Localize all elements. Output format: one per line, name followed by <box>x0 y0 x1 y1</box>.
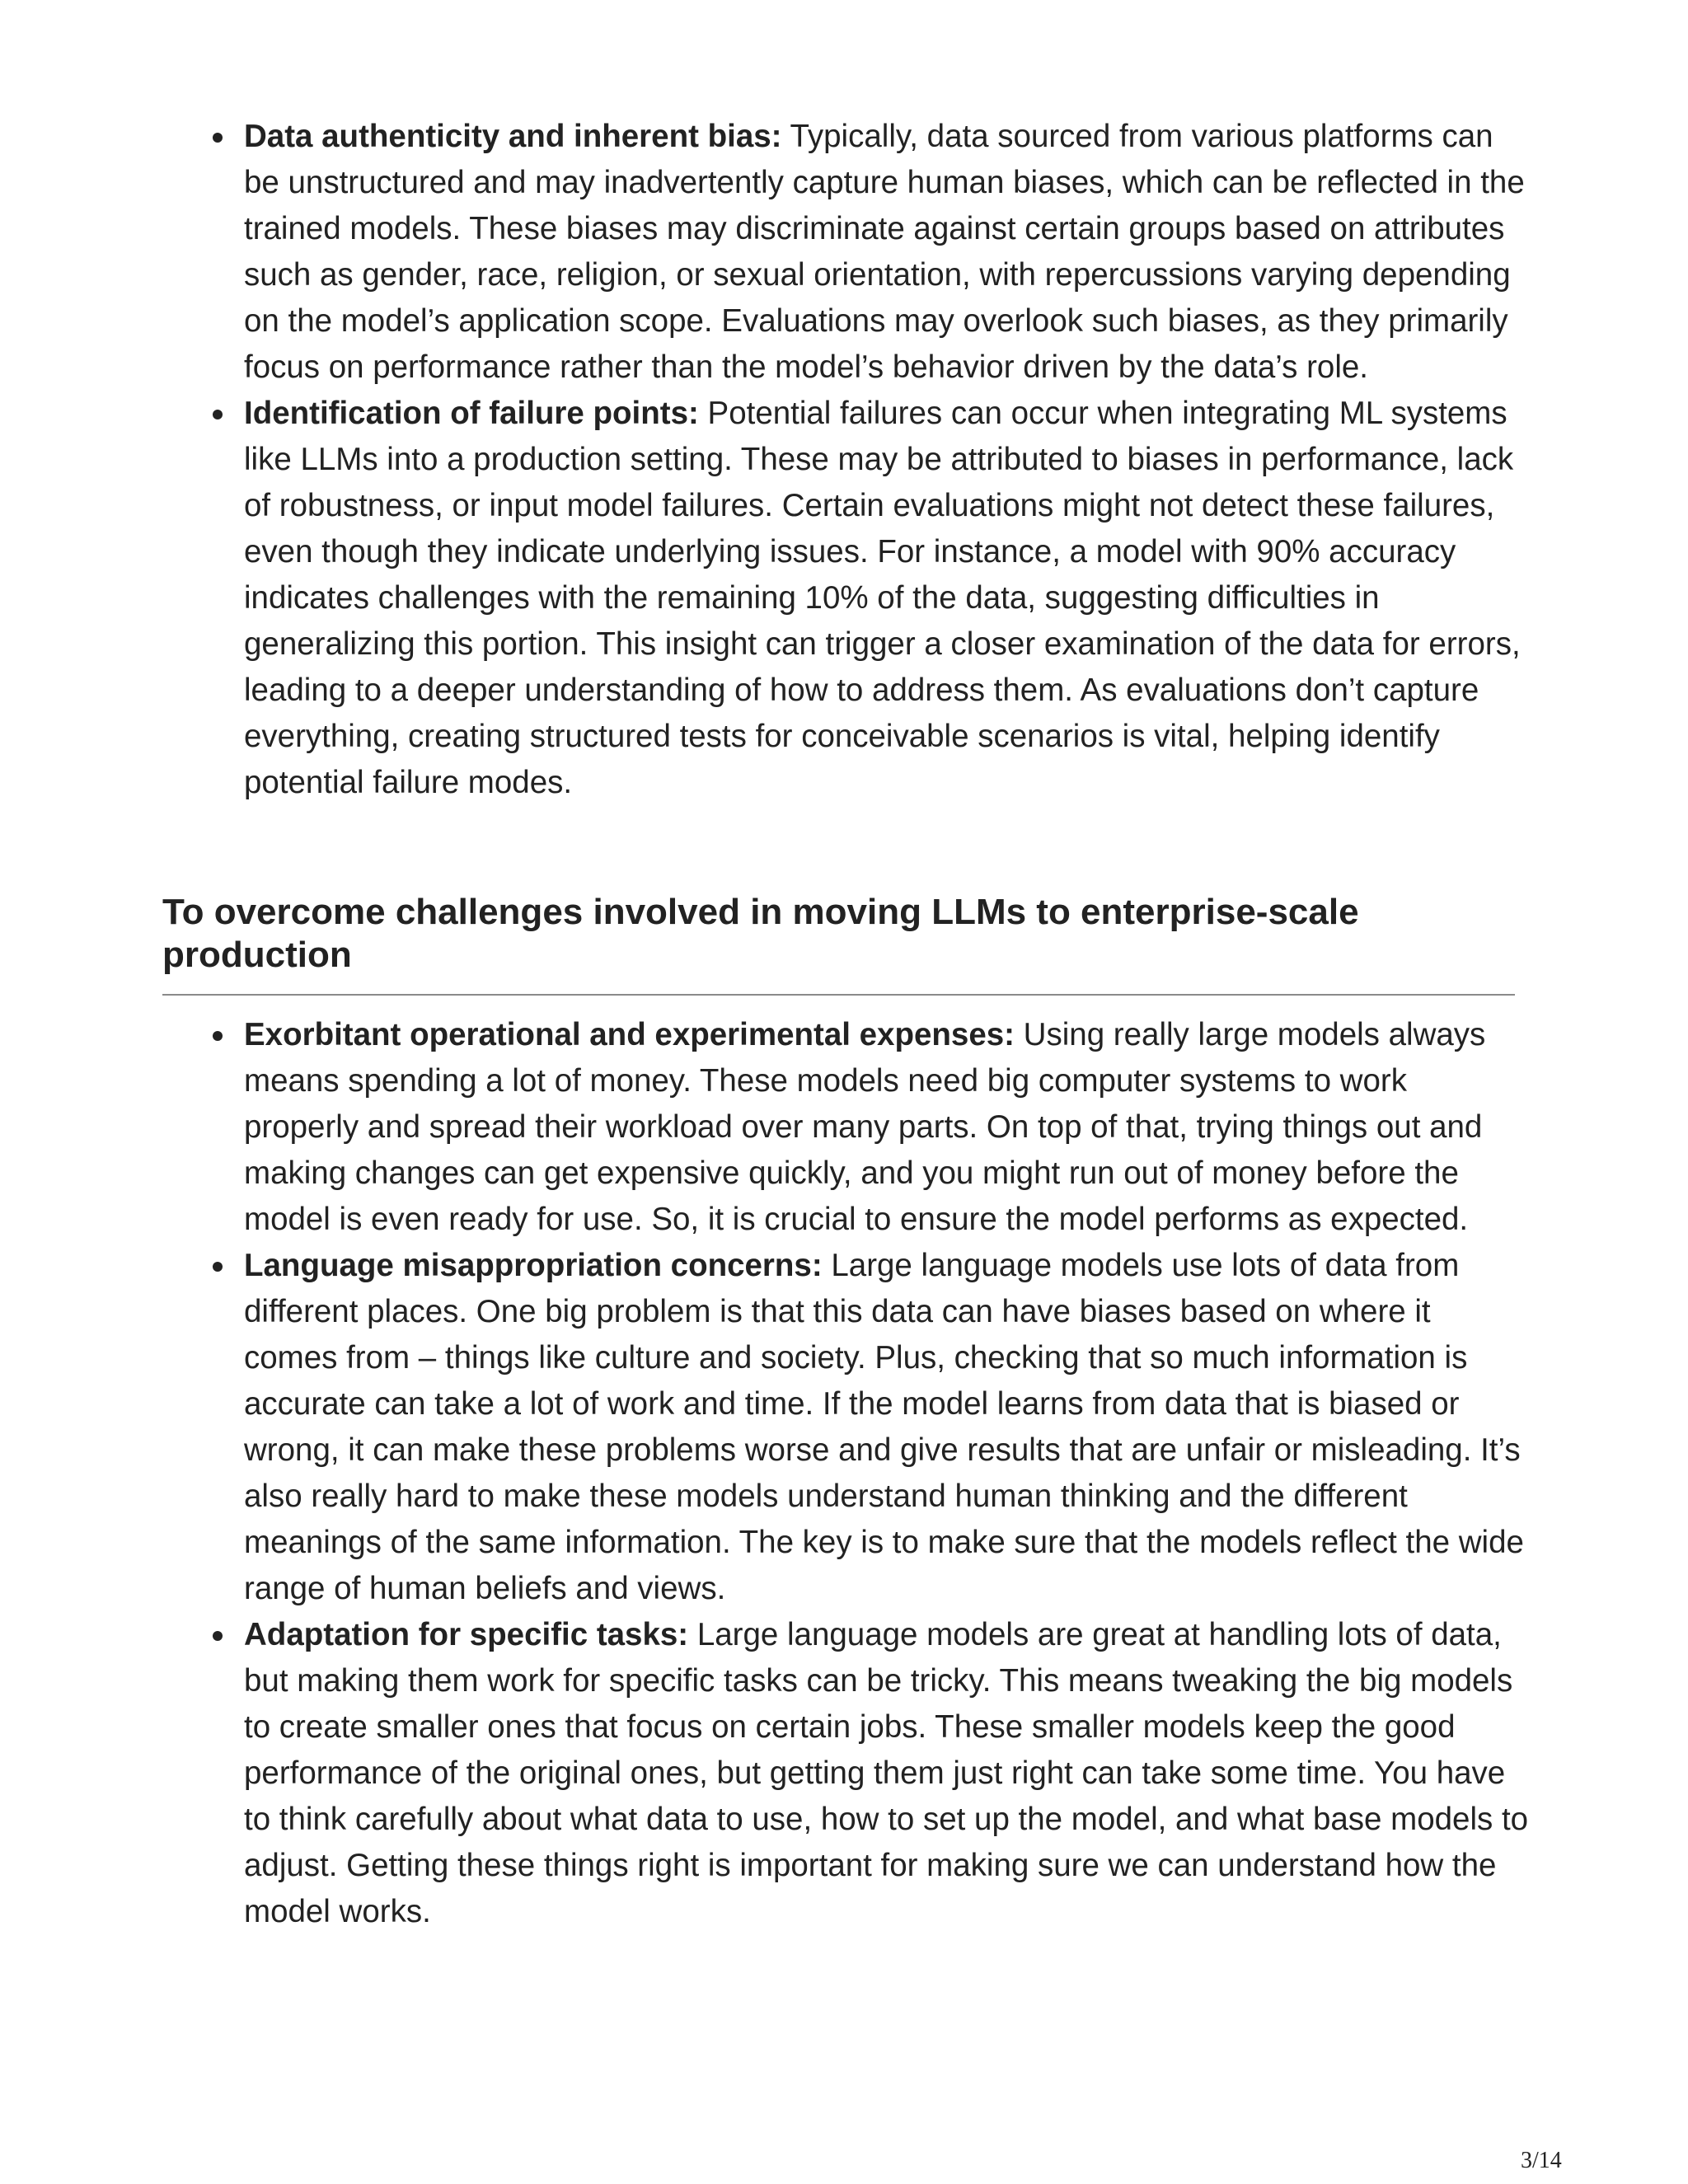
list-item-text: Typically, data sourced from various platforms can be unstructured and may inadvertently capture human biases, which can be reflected in the trained models. These biases may discriminate against certain groups based on attributes such as gender, race, religion, or sexual orientation, with repercussions varying depending on the model’s application scope. Evaluations may overlook such biases, as they primarily focus on performance rather than the model’s behavior driven by the data’s role. <box>244 119 1525 385</box>
list-item-term: Adaptation for specific tasks: <box>244 1617 689 1652</box>
list-item-term: Identification of failure points: <box>244 396 699 431</box>
section-heading: To overcome challenges involved in moving LLMs to enterprise-scale production <box>162 892 1359 975</box>
list-item-text: Potential failures can occur when integrating ML systems like LLMs into a production setting. These may be attributed to biases in performance, lack of robustness, or input model failures. Certain evaluations might not detect these failures, even though they indicate underlying issues. For instance, a model with 90% accuracy indicates challenges with the remaining 10% of the data, suggesting difficulties in generalizing this portion. This insight can trigger a closer examination of the data for errors, leading to a deeper understanding of how to address them. As evaluations don’t capture everything, creating structured tests for conceivable scenarios is vital, helping identify potential failure modes. <box>244 396 1521 800</box>
list-item <box>244 391 1530 806</box>
list-item-term: Data authenticity and inherent bias: <box>244 119 782 154</box>
list-item-term: Language misappropriation concerns: <box>244 1248 823 1283</box>
list-item <box>244 114 1530 391</box>
heading-divider <box>162 994 1515 996</box>
bullet-list-evaluation-challenges <box>244 114 1530 806</box>
page-number: 3/14 <box>1521 2148 1562 2173</box>
list-item <box>244 1612 1530 1935</box>
bullet-list-enterprise-challenges <box>244 1012 1530 1935</box>
list-item <box>244 1012 1530 1243</box>
list-item-text: Using really large models always means spending a lot of money. These models need big computer systems to work properly and spread their workload over many parts. On top of that, trying things out and making changes can get expensive quickly, and you might run out of money before the model is even ready for use. So, it is crucial to ensure the model performs as expected. <box>244 1017 1486 1237</box>
list-item <box>244 1243 1530 1612</box>
list-item-text: Large language models use lots of data from different places. One big problem is that this data can have biases based on where it comes from – things like culture and society. Plus, checking that so much information is accurate can take a lot of work and time. If the model learns from data that is biased or wrong, it can make these problems worse and give results that are unfair or misleading. It’s also really hard to make these models understand human thinking and the different meanings of the same information. The key is to make sure that the models reflect the wide range of human beliefs and views. <box>244 1248 1524 1606</box>
list-item-term: Exorbitant operational and experimental expenses: <box>244 1017 1015 1052</box>
list-item-text: Large language models are great at handling lots of data, but making them work for specific tasks can be tricky. This means tweaking the big models to create smaller ones that focus on certain jobs. These smaller models keep the good performance of the original ones, but getting them just right can take some time. You have to think carefully about what data to use, how to set up the model, and what base models to adjust. Getting these things right is important for making sure we can understand how the model works. <box>244 1617 1529 1929</box>
